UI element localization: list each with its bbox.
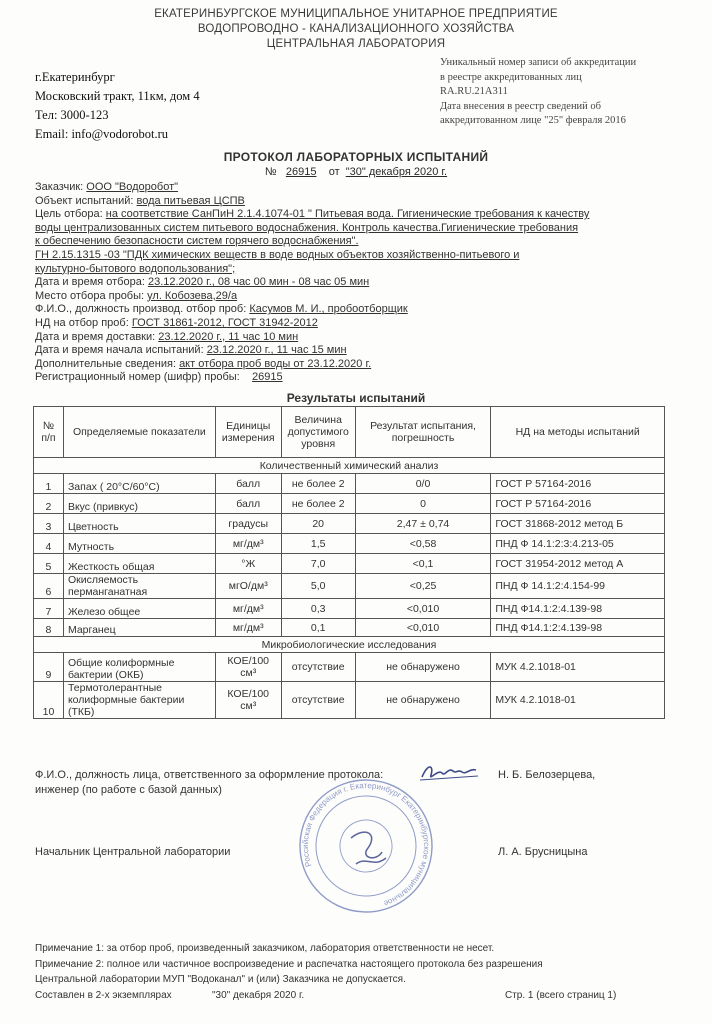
object-value: вода питьевая ЦСПВ [136,194,245,207]
cell-name: Общие колиформные бактерии (ОКБ) [63,653,215,682]
start-value: 23.12.2020 г., 11 час 15 мин [206,344,347,357]
responsible-name: Н. Б. Белозерцева, [498,769,596,781]
nd-value: ГОСТ 31861-2012, ГОСТ 31942-2012 [131,316,318,329]
protocol-title: ПРОТОКОЛ ЛАБОРАТОРНЫХ ИСПЫТАНИЙ [223,150,489,164]
cell-result: не обнаружено [355,653,491,682]
note-2b: Центральной лаборатории МУП "Водоканал" и (или) Заказчика не допускается. [35,974,406,985]
sample-datetime-label: Дата и время отбора: [35,276,145,289]
head-name: Л. А. Брусницына [498,846,588,858]
copies-note: Составлен в 2-х экземплярах [35,990,172,1001]
address-city: г.Екатеринбург [35,70,115,84]
col-header: НД на методы испытаний [491,407,665,458]
cell-name: Мутность [63,534,215,554]
col-header: № п/п [34,407,64,458]
cell-n: 1 [34,474,64,494]
delivery-label: Дата и время доставки: [35,330,156,343]
org-name-line-2: ВОДОПРОВОДНО - КАНАЛИЗАЦИОННОГО ХОЗЯЙСТВА [197,23,515,35]
cell-name: Вкус (привкус) [63,494,215,514]
cell-unit: мг/дм³ [215,534,281,554]
results-table [33,406,665,719]
responsible-label-1: Ф.И.О., должность лица, ответственного за оформление протокола: [35,769,384,781]
org-name-line-1: ЕКАТЕРИНБУРГСКОЕ МУНИЦИПАЛЬНОЕ УНИТАРНОЕ ПРЕДПРИЯТИЕ [154,8,558,20]
org-name-line-3: ЦЕНТРАЛЬНАЯ ЛАБОРАТОРИЯ [266,38,446,50]
accreditation-line: аккредитованном лице "25" февраля 2016 [440,115,626,126]
col-header: Определяемые показатели [63,407,215,458]
cell-name: Железо общее [63,599,215,619]
cell-n: 5 [34,554,64,574]
gn-value-2: культурно-бытового водопользования"; [35,262,236,275]
sample-datetime-value: 23.12.2020 г., 08 час 00 мин - 08 час 05 мин [147,276,370,289]
table-header-row [34,407,665,458]
cell-n: 6 [34,574,64,599]
cell-method: МУК 4.2.1018-01 [491,682,665,719]
customer-label: Заказчик: [35,181,84,193]
purpose-value-3: к обеспечению безопасности систем горячего водоснабжения". [35,235,359,248]
accreditation-line: Уникальный номер записи об аккредитации [440,57,637,68]
cell-n: 4 [34,534,64,554]
table-row [34,494,665,514]
table-row [34,474,665,494]
stamp-outer-text: Российская Федерация г. Екатеринбург Екатеринбургское муниципальное [300,780,432,909]
cell-unit: балл [215,494,281,514]
note-2a: Примечание 2: полное или частичное воспроизведение и распечатка настоящего протокола без разрешения [35,959,543,970]
cell-name: Марганец [63,619,215,637]
nd-label: НД на отбор проб: [35,316,129,329]
cell-method: ПНД Ф 14.1:2:4.154-99 [491,574,665,599]
sampler-value: Касумов М. И., пробоотборщик [249,303,408,316]
table-row [34,514,665,534]
gn-value-1: ГН 2.15.1315 -03 "ПДК химических веществ в воде водных объектов хозяйственно-питьевого и [35,248,520,261]
cell-limit: 20 [281,514,355,534]
table-row [34,554,665,574]
cell-limit: отсутствие [281,653,355,682]
number-sign: № [264,166,277,178]
table-row [34,682,665,719]
cell-unit: °Ж [215,554,281,574]
info-block [35,181,675,385]
organization-stamp [296,776,436,916]
cell-unit: КОЕ/100 см³ [215,653,281,682]
protocol-number-line [0,166,712,178]
cell-result: 0 [355,494,491,514]
cell-n: 2 [34,494,64,514]
accreditation-line: в реестре аккредитованных лиц [440,71,582,83]
protocol-date: "30" декабря 2020 г. [345,166,448,178]
cell-unit: градусы [215,514,281,534]
cell-limit: 1,5 [281,534,355,554]
cell-name: Запах ( 20°С/60°С) [63,474,215,494]
cell-result: <0,010 [355,619,491,637]
table-row [34,534,665,554]
head-label: Начальник Центральной лаборатории [35,846,231,858]
cell-name: Цветность [63,514,215,534]
cell-method: ГОСТ 31954-2012 метод А [491,554,665,574]
cell-method: ПНД Ф 14.1:2:3:4.213-05 [491,534,665,554]
svg-text:Российская Федерация г. Екатер [296,776,436,916]
cell-n: 3 [34,514,64,534]
reg-label: Регистрационный номер (шифр) пробы: [35,371,240,384]
cell-result: <0,25 [355,574,491,599]
cell-result: не обнаружено [355,682,491,719]
cell-name: Окисляемость перманганатная [63,574,215,599]
address-block [35,68,200,144]
protocol-number: 26915 [285,166,317,178]
start-label: Дата и время начала испытаний: [35,344,204,357]
cell-unit: мг/дм³ [215,599,281,619]
purpose-value: на соответствие СанПиН 2.1.4.1074-01 " Питьевая вода. Гигиенические требования к качеству [105,208,590,221]
customer-value: ООО "Водоробот" [86,181,179,193]
cell-result: 2,47 ± 0,74 [355,514,491,534]
cell-limit: не более 2 [281,474,355,494]
cell-name: Жесткость общая [63,554,215,574]
footer-date: "30" декабря 2020 г. [212,990,305,1001]
cell-result: <0,58 [355,534,491,554]
col-header: Величина допустимого уровня [281,407,355,458]
cell-limit: 0,1 [281,619,355,637]
cell-method: МУК 4.2.1018-01 [491,653,665,682]
place-value: ул. Кобозева,29/а [147,289,238,302]
cell-method: ПНД Ф14.1:2:4.139-98 [491,599,665,619]
sampler-label: Ф.И.О., должность производ. отбор проб: [35,303,247,316]
col-header: Результат испытания, погрешность [355,407,491,458]
object-label: Объект испытаний: [35,194,134,207]
extra-value: акт отбора проб воды от 23.12.2020 г. [179,357,372,370]
results-title: Результаты испытаний [286,391,426,405]
date-prefix: от [328,166,340,178]
cell-unit: КОЕ/100 см³ [215,682,281,719]
cell-method: ГОСТ Р 57164-2016 [491,474,665,494]
table-row [34,653,665,682]
cell-n: 9 [34,653,64,682]
table-row [34,574,665,599]
cell-unit: балл [215,474,281,494]
extra-label: Дополнительные сведения: [35,357,176,370]
cell-method: ГОСТ 31868-2012 метод Б [491,514,665,534]
cell-limit: не более 2 [281,494,355,514]
note-1: Примечание 1: за отбор проб, произведенный заказчиком, лаборатория ответственности не несет. [35,943,495,954]
cell-limit: 7,0 [281,554,355,574]
address-email: Email: info@vodorobot.ru [35,127,169,141]
delivery-value: 23.12.2020 г., 11 час 10 мин [158,330,299,343]
purpose-value-2: воды централизованных систем питьевого водоснабжения. Контроль качества.Гигиенические требования [35,221,579,234]
cell-n: 10 [34,682,64,719]
table-row [34,599,665,619]
cell-unit: мгО/дм³ [215,574,281,599]
cell-limit: 0,3 [281,599,355,619]
cell-limit: отсутствие [281,682,355,719]
cell-name: Термотолерантные колиформные бактерии (ТКБ) [63,682,215,719]
reg-value: 26915 [251,371,283,384]
cell-result: <0,010 [355,599,491,619]
cell-result: <0,1 [355,554,491,574]
purpose-label: Цель отбора: [35,208,103,221]
accreditation-block [440,56,680,129]
cell-n: 7 [34,599,64,619]
cell-n: 8 [34,619,64,637]
accreditation-line: Дата внесения в реестр сведений об [440,100,602,112]
section-micro: Микробиологические исследования [34,637,665,653]
cell-method: ПНД Ф14.1:2:4.139-98 [491,619,665,637]
cell-limit: 5,0 [281,574,355,599]
col-header: Единицы измерения [215,407,281,458]
page-counter: Стр. 1 (всего страниц 1) [505,990,617,1001]
place-label: Место отбора пробы: [35,289,145,302]
cell-result: 0/0 [355,474,491,494]
address-street: Московский тракт, 11км, дом 4 [35,89,200,103]
table-row [34,619,665,637]
accreditation-number: RA.RU.21A311 [440,86,508,97]
cell-method: ГОСТ Р 57164-2016 [491,494,665,514]
responsible-label-2: инженер (по работе с базой данных) [35,784,222,796]
address-phone: Тел: 3000-123 [35,108,109,122]
section-chemical: Количественный химический анализ [34,458,665,474]
cell-unit: мг/дм³ [215,619,281,637]
